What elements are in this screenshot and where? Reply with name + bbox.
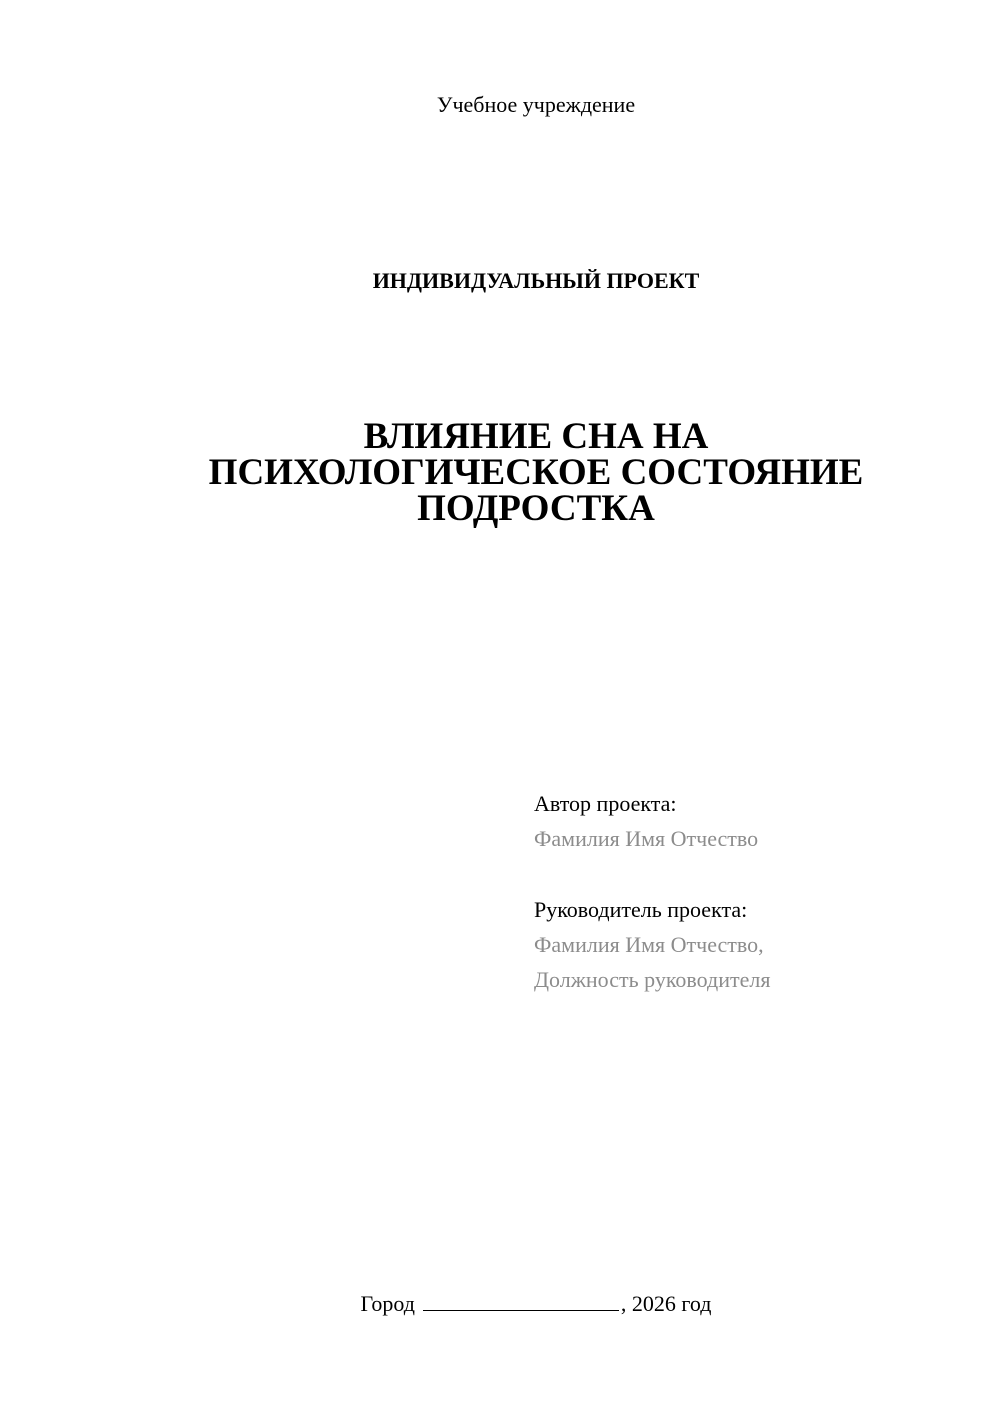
city-label: Город — [360, 1291, 415, 1316]
author-label: Автор проекта: — [534, 791, 677, 816]
project-title-line-1: ВЛИЯНИЕ СНА НА — [363, 416, 709, 457]
project-title-line-3: ПОДРОСТКА — [417, 488, 655, 529]
supervisor-name: Фамилия Имя Отчество, — [534, 932, 764, 957]
project-title-line-2: ПСИХОЛОГИЧЕСКОЕ СОСТОЯНИЕ — [208, 452, 864, 493]
project-title — [0, 416, 1000, 529]
author-name: Фамилия Имя Отчество — [534, 826, 759, 851]
city-blank-line — [423, 1290, 619, 1311]
institution-name: Учебное учреждение — [436, 92, 636, 117]
footer-city-year — [0, 1287, 1000, 1321]
supervisor-label: Руководитель проекта: — [534, 897, 748, 922]
year-text: , 2026 год — [620, 1291, 712, 1316]
author-block — [534, 786, 974, 856]
supervisor-block — [534, 892, 974, 997]
supervisor-position: Должность руководителя — [534, 967, 771, 992]
project-type-heading: ИНДИВИДУАЛЬНЫЙ ПРОЕКТ — [372, 268, 700, 293]
